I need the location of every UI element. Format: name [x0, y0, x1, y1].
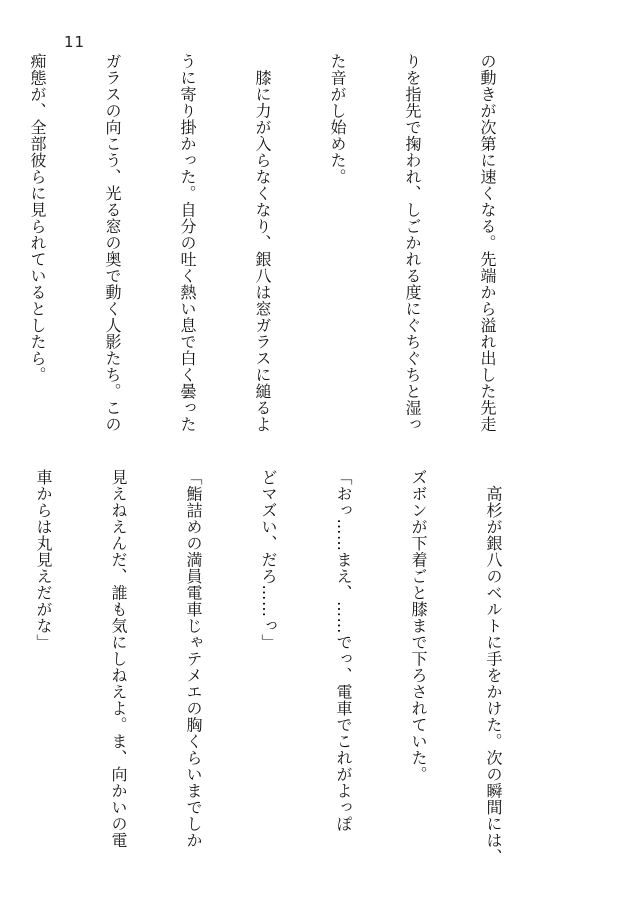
page-number: 11 [64, 33, 86, 51]
text-column: 痴態が、全部彼らに見られているとしたら。 [28, 53, 47, 383]
text-column: どマズい、だろ……っ」 [259, 469, 278, 651]
lower-text-block [0, 469, 556, 865]
upper-text-block [0, 53, 550, 433]
text-column: 高杉が銀八のベルトに手をかけた。次の瞬間には、 [484, 469, 503, 865]
text-column: うに寄り掛かった。自分の吐く熱い息で白く曇った [178, 53, 197, 433]
text-column: ガラスの向こう、光る窓の奥で動く人影たち。この [103, 53, 122, 433]
text-column: 膝に力が入らなくなり、銀八は窓ガラスに縋るよ [253, 53, 272, 433]
text-column: た音がし始めた。 [328, 53, 347, 185]
text-column: 「鮨詰めの満員電車じゃテメエの胸くらいまでしか [184, 469, 203, 849]
text-column: 「おっ……まえ、……でっ、電車でこれがよっぽ [334, 469, 353, 832]
text-column: ズボンが下着ごと膝まで下ろされていた。 [409, 469, 428, 783]
text-column: 車からは丸見えだがな」 [34, 469, 53, 651]
text-column: りを指先で掬われ、しごかれる度にぐちぐちと湿っ [403, 53, 422, 433]
text-column: 見えねえんだ、誰も気にしねえよ。ま、向かいの電 [109, 469, 128, 849]
text-column: の動きが次第に速くなる。先端から溢れ出した先走 [478, 53, 497, 433]
